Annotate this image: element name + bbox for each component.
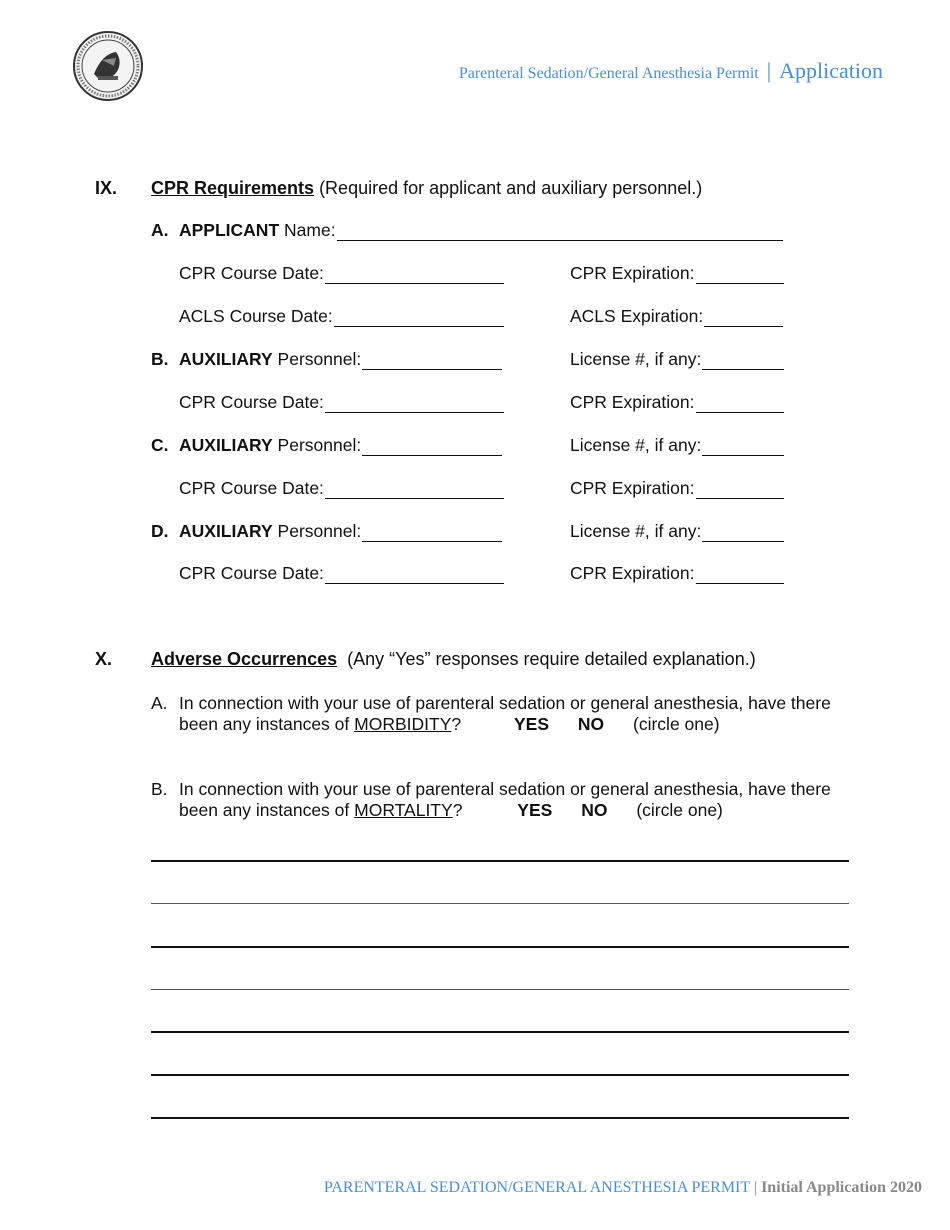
question-a-prefix: been any instances of <box>179 714 350 734</box>
question-b-letter: B. <box>151 779 168 799</box>
aux-d-cpr-course-label: CPR Course Date: <box>179 563 324 583</box>
aux-c-personnel-label: Personnel: <box>277 435 362 455</box>
aux-d-personnel-label: Personnel: <box>277 521 362 541</box>
aux-c-cpr-exp-row <box>570 478 784 499</box>
aux-d-license-row <box>570 521 784 542</box>
footer-right: Initial Application 2020 <box>761 1179 922 1196</box>
question-a-line1: In connection with your use of parenteral sedation or general anesthesia, have there <box>179 693 831 713</box>
aux-b-cpr-course-field[interactable] <box>325 394 504 413</box>
aux-c-personnel-row <box>151 435 502 456</box>
applicant-cpr-exp-field[interactable] <box>696 265 784 284</box>
aux-d-cpr-course-field[interactable] <box>325 565 504 584</box>
aux-d-license-label: License #, if any: <box>570 521 702 541</box>
explanation-line-1[interactable] <box>151 860 849 862</box>
question-mortality <box>151 779 891 821</box>
aux-d-cpr-exp-row <box>570 563 784 584</box>
section-10-number: X. <box>95 649 113 669</box>
applicant-name-row <box>151 220 783 241</box>
board-seal-logo <box>72 30 144 102</box>
applicant-cpr-course-label: CPR Course Date: <box>179 263 324 283</box>
aux-b-cpr-course-label: CPR Course Date: <box>179 392 324 412</box>
aux-b-cpr-exp-label: CPR Expiration: <box>570 392 695 412</box>
applicant-cpr-course-row <box>179 263 504 284</box>
section-9-title: CPR Requirements <box>151 178 315 198</box>
aux-b-license-row <box>570 349 784 370</box>
aux-d-personnel-field[interactable] <box>362 523 502 542</box>
question-b-term: MORTALITY <box>354 800 453 820</box>
aux-d-license-field[interactable] <box>702 523 784 542</box>
question-b-hint: (circle one) <box>636 800 723 820</box>
page-footer <box>324 1179 922 1197</box>
aux-b-cpr-course-row <box>179 392 504 413</box>
explanation-line-2[interactable] <box>151 903 849 904</box>
aux-c-bold-label: AUXILIARY <box>179 435 273 455</box>
explanation-line-5[interactable] <box>151 1031 849 1033</box>
morbidity-no-option[interactable]: NO <box>577 714 605 734</box>
aux-d-cpr-course-row <box>179 563 504 584</box>
question-a-letter: A. <box>151 693 168 713</box>
question-b-line1: In connection with your use of parenteral sedation or general anesthesia, have there <box>179 779 831 799</box>
section-9-heading <box>151 178 702 199</box>
applicant-name-label: Name: <box>284 220 336 240</box>
applicant-acls-course-label: ACLS Course Date: <box>179 306 333 326</box>
section-9-number: IX. <box>95 178 118 198</box>
applicant-acls-exp-row <box>570 306 783 327</box>
applicant-cpr-exp-label: CPR Expiration: <box>570 263 695 283</box>
question-a-suffix: ? <box>451 714 462 734</box>
question-morbidity <box>151 693 891 735</box>
aux-b-personnel-label: Personnel: <box>277 349 362 369</box>
aux-c-license-row <box>570 435 784 456</box>
header-separator: | <box>766 58 772 83</box>
aux-b-cpr-exp-row <box>570 392 784 413</box>
aux-c-personnel-field[interactable] <box>362 437 502 456</box>
header-subtitle: Parenteral Sedation/General Anesthesia Permit <box>458 65 759 82</box>
explanation-line-4[interactable] <box>151 989 849 990</box>
mortality-no-option[interactable]: NO <box>581 800 608 820</box>
section-10-note: (Any “Yes” responses require detailed explanation.) <box>347 649 756 669</box>
explanation-line-7[interactable] <box>151 1117 849 1119</box>
applicant-acls-exp-field[interactable] <box>704 308 783 327</box>
aux-b-letter: B. <box>151 349 169 369</box>
aux-c-cpr-course-label: CPR Course Date: <box>179 478 324 498</box>
footer-left: PARENTERAL SEDATION/GENERAL ANESTHESIA PERMIT <box>323 1179 750 1196</box>
question-a-hint: (circle one) <box>633 714 720 734</box>
aux-b-license-field[interactable] <box>702 351 784 370</box>
applicant-name-field[interactable] <box>337 222 783 241</box>
aux-d-cpr-exp-label: CPR Expiration: <box>570 563 695 583</box>
aux-d-personnel-row <box>151 521 502 542</box>
aux-c-cpr-course-row <box>179 478 504 499</box>
applicant-cpr-exp-row <box>570 263 784 284</box>
section-9-note: (Required for applicant and auxiliary personnel.) <box>319 178 703 198</box>
applicant-letter: A. <box>151 220 169 240</box>
aux-b-cpr-exp-field[interactable] <box>696 394 784 413</box>
aux-d-cpr-exp-field[interactable] <box>696 565 784 584</box>
applicant-acls-exp-label: ACLS Expiration: <box>570 306 704 326</box>
aux-d-letter: D. <box>151 521 169 541</box>
applicant-cpr-course-field[interactable] <box>325 265 504 284</box>
question-b-prefix: been any instances of <box>179 800 350 820</box>
explanation-line-3[interactable] <box>151 946 849 948</box>
aux-d-bold-label: AUXILIARY <box>179 521 273 541</box>
aux-c-letter: C. <box>151 435 169 455</box>
aux-c-cpr-course-field[interactable] <box>325 480 504 499</box>
aux-c-cpr-exp-field[interactable] <box>696 480 784 499</box>
aux-c-cpr-exp-label: CPR Expiration: <box>570 478 695 498</box>
page-header <box>459 58 883 84</box>
question-b-suffix: ? <box>452 800 463 820</box>
aux-b-bold-label: AUXILIARY <box>179 349 273 369</box>
aux-c-license-field[interactable] <box>702 437 784 456</box>
section-10-title: Adverse Occurrences <box>151 649 338 669</box>
aux-b-license-label: License #, if any: <box>570 349 702 369</box>
applicant-bold-label: APPLICANT <box>179 220 280 240</box>
header-title: Application <box>779 58 883 83</box>
applicant-acls-course-field[interactable] <box>334 308 504 327</box>
explanation-line-6[interactable] <box>151 1074 849 1076</box>
morbidity-yes-option[interactable]: YES <box>513 714 550 734</box>
section-10-heading <box>151 649 756 670</box>
applicant-acls-course-row <box>179 306 504 327</box>
aux-b-personnel-row <box>151 349 502 370</box>
question-a-term: MORBIDITY <box>354 714 452 734</box>
aux-c-license-label: License #, if any: <box>570 435 702 455</box>
aux-b-personnel-field[interactable] <box>362 351 502 370</box>
mortality-yes-option[interactable]: YES <box>517 800 553 820</box>
footer-separator: | <box>753 1179 758 1196</box>
